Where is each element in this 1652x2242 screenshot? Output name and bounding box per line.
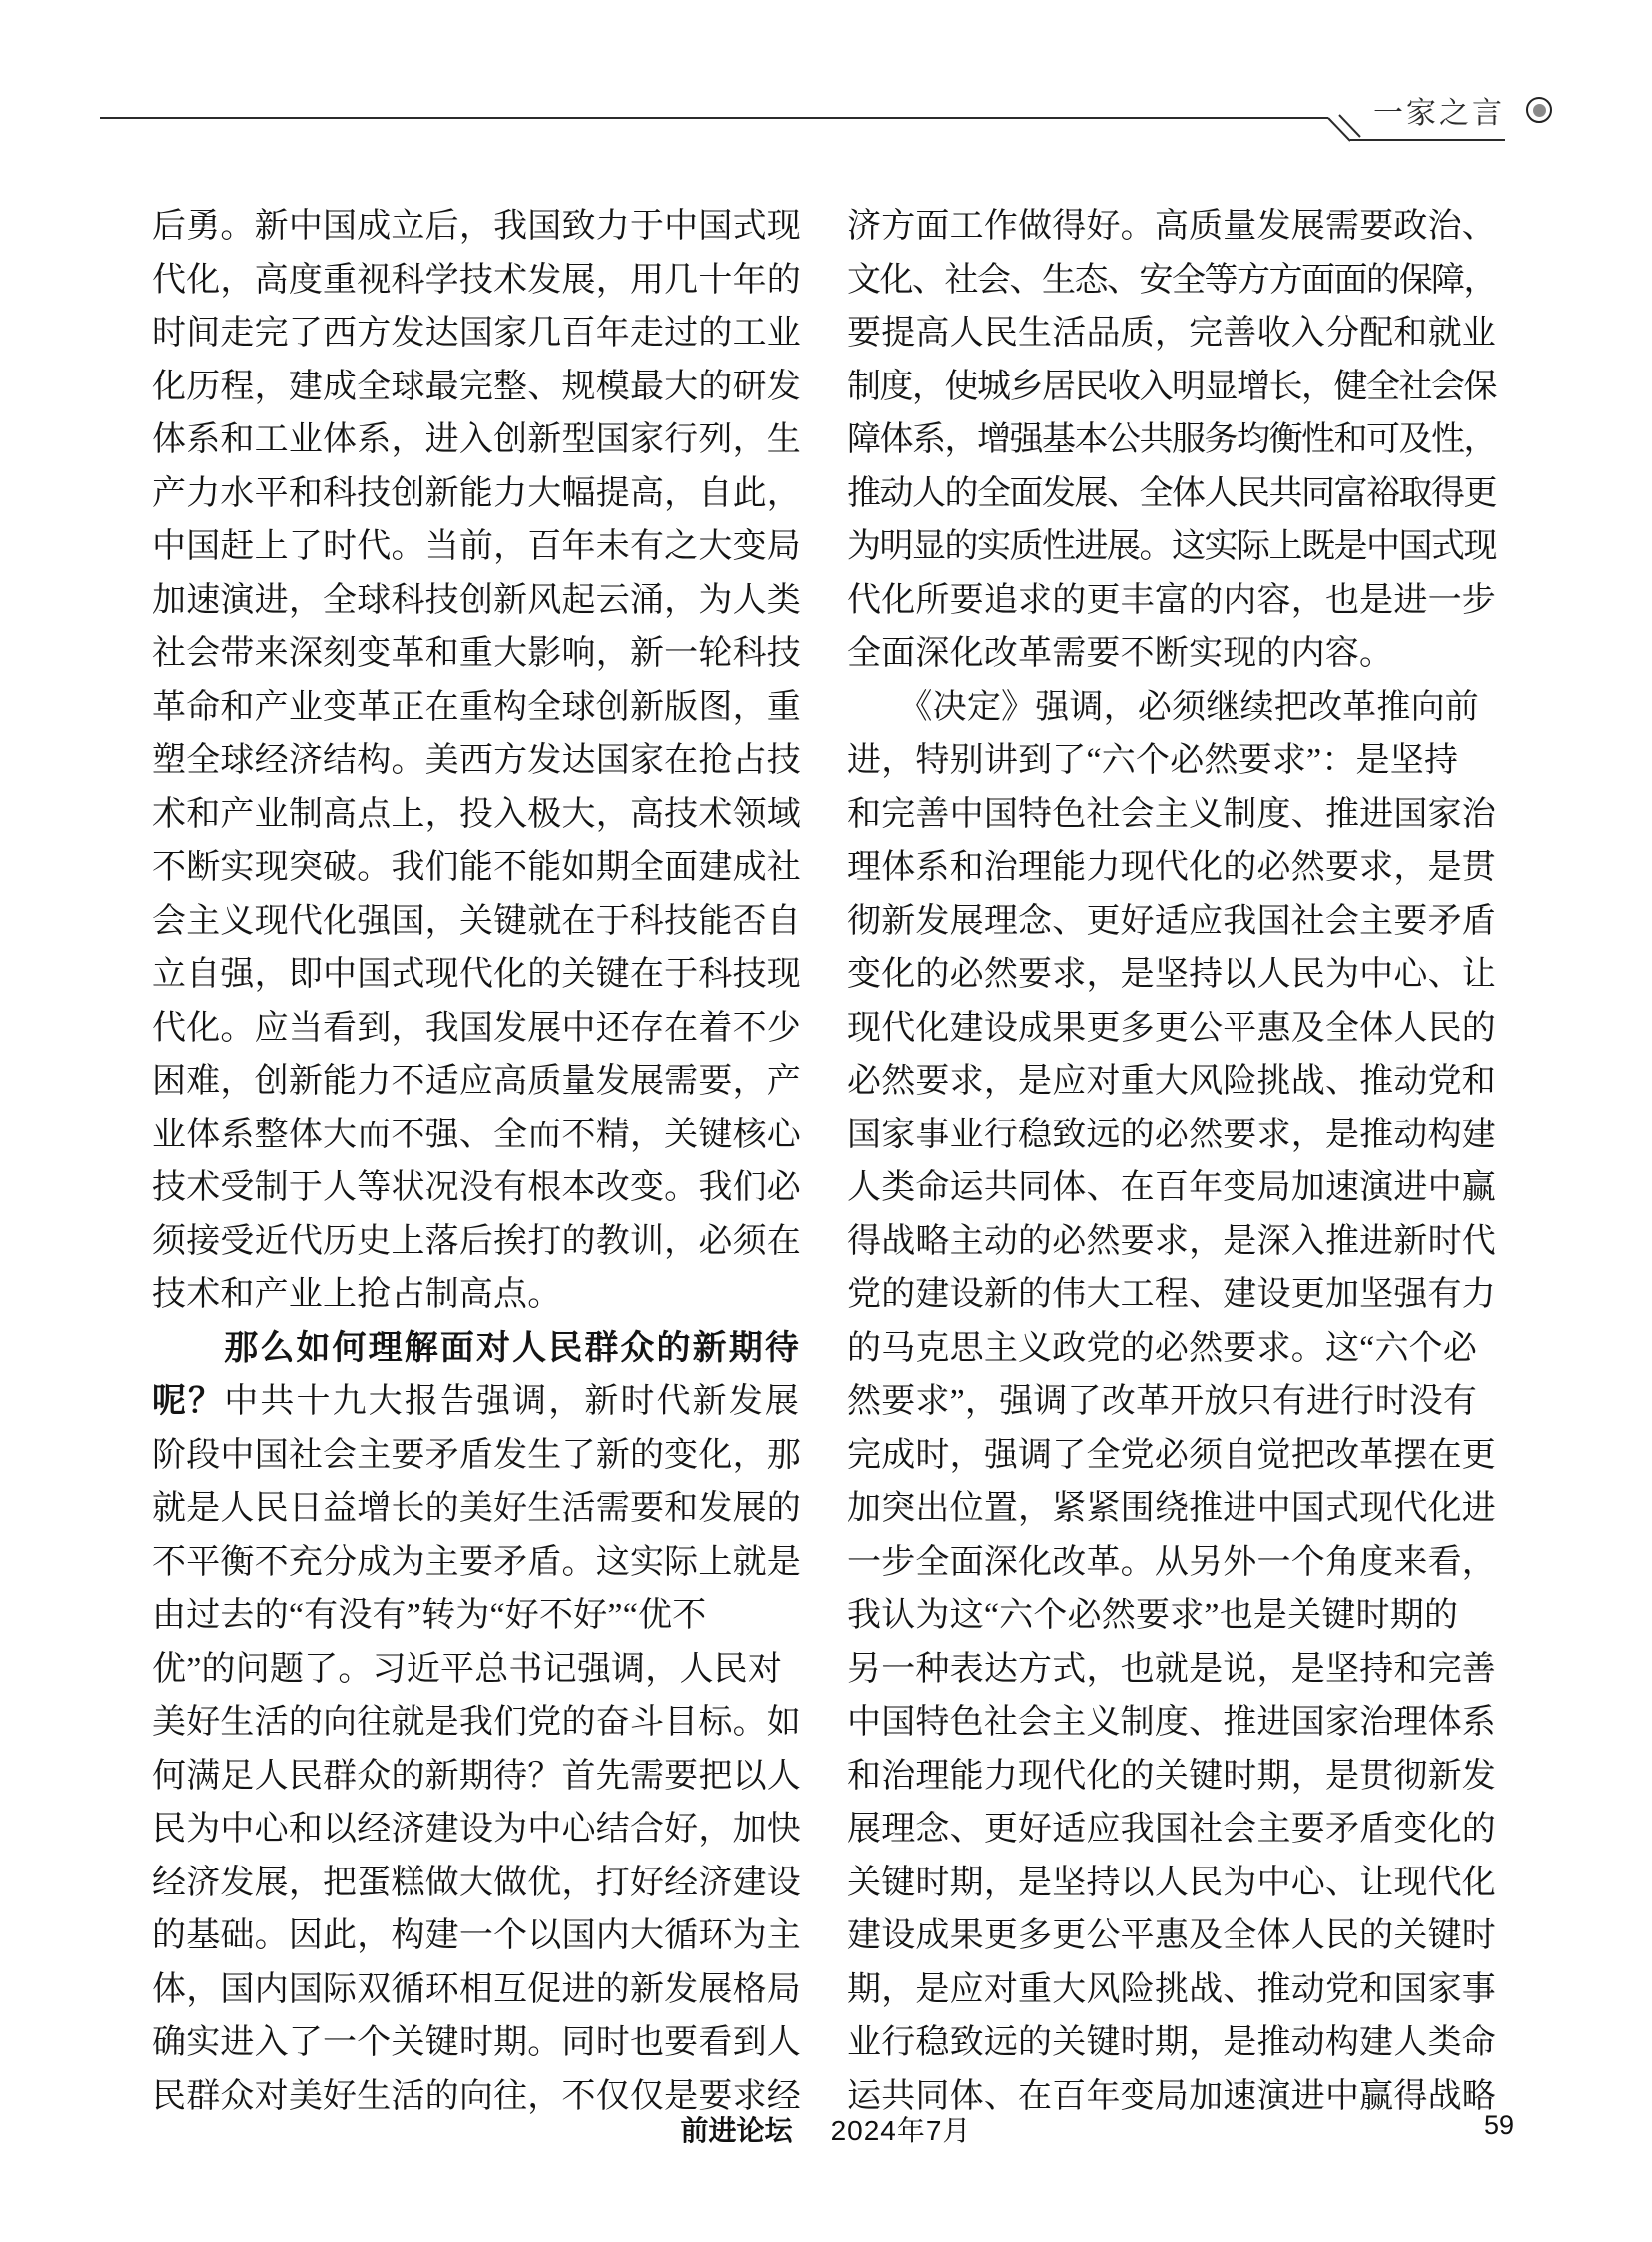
text-line [152, 254, 801, 308]
text-run: 社会带来深刻变革和重大影响，新一轮科技 [152, 635, 801, 672]
text-line [847, 841, 1496, 895]
text-run: 美好生活的向往就是我们党的奋斗目标。如 [152, 1704, 801, 1741]
text-run: 民群众对美好生活的向往，不仅仅是要求经 [152, 2077, 801, 2115]
text-run: 体，国内国际双循环相互促进的新发展格局 [152, 1970, 801, 2008]
text-line [847, 895, 1496, 949]
text-line [152, 1963, 801, 2017]
text-line [847, 1589, 1496, 1643]
text-line [152, 413, 801, 467]
text-run: 为明显的实质性进展。这实际上既是中国式现 [847, 528, 1496, 565]
text-run: 加突出位置，紧紧围绕推进中国式现代化进 [847, 1490, 1496, 1527]
text-run: 的马克思主义政党的必然要求。这“六个必 [847, 1329, 1478, 1367]
text-line [847, 574, 1496, 628]
text-line [847, 1963, 1496, 2017]
text-run: 确实进入了一个关键时期。同时也要看到人 [152, 2024, 801, 2061]
header-rule-right [1350, 139, 1505, 141]
text-run: 理体系和治理能力现代化的必然要求，是贯 [847, 849, 1496, 886]
text-run: 化历程，建成全球最完整、规模最大的研发 [152, 368, 801, 405]
text-run: 业体系整体大而不强、全而不精，关键核心 [152, 1116, 801, 1153]
text-line [847, 254, 1496, 308]
text-line [152, 788, 801, 842]
text-run: 制度，使城乡居民收入明显增长，健全社会保 [847, 368, 1496, 405]
footer-center [0, 2109, 1652, 2149]
text-run: 技术和产业上抢占制高点。 [152, 1276, 562, 1313]
text-run: 代化所要追求的更丰富的内容，也是进一步 [847, 581, 1496, 619]
text-line [847, 1109, 1496, 1162]
text-line [847, 1857, 1496, 1910]
text-line [847, 1375, 1496, 1429]
text-run: 塑全球经济结构。美西方发达国家在抢占技 [152, 742, 801, 779]
text-run: 展理念、更好适应我国社会主要矛盾变化的 [847, 1811, 1496, 1848]
text-line [152, 1375, 801, 1429]
text-run: 期，是应对重大风险挑战、推动党和国家事 [847, 1970, 1496, 2008]
text-run: 代化，高度重视科学技术发展，用几十年的 [152, 261, 801, 299]
text-run: 关键时期，是坚持以人民为中心、让现代化 [847, 1864, 1496, 1901]
text-line [847, 361, 1496, 414]
text-line [152, 361, 801, 414]
text-run: 民为中心和以经济建设为中心结合好，加快 [152, 1811, 801, 1848]
text-run: 加速演进，全球科技创新风起云涌，为人类 [152, 581, 801, 619]
text-run: 人类命运共同体、在百年变局加速演进中赢 [847, 1169, 1496, 1206]
text-line [847, 627, 1496, 681]
text-run: 建设成果更多更公平惠及全体人民的关键时 [847, 1917, 1496, 1954]
text-run: 党的建设新的伟大工程、建设更加坚强有力 [847, 1276, 1496, 1313]
text-run: 济方面工作做得好。高质量发展需要政治、 [847, 208, 1496, 245]
text-run: 运共同体、在百年变局加速演进中赢得战略 [847, 2077, 1496, 2115]
text-run: 不平衡不充分成为主要矛盾。这实际上就是 [152, 1543, 801, 1581]
text-run: 中国特色社会主义制度、推进国家治理体系 [847, 1704, 1496, 1741]
text-line [152, 1161, 801, 1215]
text-column-right [847, 200, 1496, 2123]
text-run: 国家事业行稳致远的必然要求，是推动构建 [847, 1116, 1496, 1153]
text-line [847, 734, 1496, 788]
text-line [152, 1803, 801, 1857]
text-line [152, 841, 801, 895]
text-run: 和完善中国特色社会主义制度、推进国家治 [847, 795, 1496, 833]
text-run: 我认为这“六个必然要求”也是关键时期的 [847, 1597, 1459, 1634]
text-line [847, 1161, 1496, 1215]
text-line [847, 1055, 1496, 1109]
text-line [847, 1909, 1496, 1963]
text-line [847, 1215, 1496, 1269]
text-run: 《决定》强调，必须继续把改革推向前 [847, 688, 1479, 726]
text-run: 革命和产业变革正在重构全球创新版图，重 [152, 688, 801, 726]
header-rule-left [100, 117, 1328, 119]
text-line [152, 1696, 801, 1750]
text-line [847, 1803, 1496, 1857]
text-run: 进，特别讲到了“六个必然要求”：是坚持 [847, 742, 1459, 779]
text-line [847, 307, 1496, 361]
text-line [847, 413, 1496, 467]
section-bullet-icon [1526, 97, 1552, 123]
bold-text-run: 那么如何理解面对人民群众的新期待 [152, 1329, 801, 1367]
text-line [847, 1696, 1496, 1750]
text-run: 困难，创新能力不适应高质量发展需要，产 [152, 1063, 801, 1100]
text-line [152, 1322, 801, 1376]
page-number: 59 [1484, 2110, 1515, 2140]
text-run: 会主义现代化强国，关键就在于科技能否自 [152, 902, 801, 940]
text-run: 另一种表达方式，也就是说，是坚持和完善 [847, 1650, 1496, 1688]
text-run: 得战略主动的必然要求，是深入推进新时代 [847, 1222, 1496, 1260]
text-line [152, 1002, 801, 1056]
text-line [152, 200, 801, 254]
text-line [152, 1055, 801, 1109]
text-line [847, 1429, 1496, 1483]
text-line [152, 1909, 801, 1963]
text-line [152, 1429, 801, 1483]
text-run: 变化的必然要求，是坚持以人民为中心、让 [847, 956, 1496, 993]
text-run: 然要求”，强调了改革开放只有进行时没有 [847, 1383, 1478, 1420]
text-run: 业行稳致远的关键时期，是推动构建人类命 [847, 2024, 1496, 2061]
text-line [152, 681, 801, 735]
text-run: 全面深化改革需要不断实现的内容。 [847, 635, 1394, 672]
text-line [152, 574, 801, 628]
text-line [847, 1268, 1496, 1322]
text-line [847, 1750, 1496, 1804]
text-run: 立自强，即中国式现代化的关键在于科技现 [152, 956, 801, 993]
text-line [152, 1215, 801, 1269]
text-line [152, 1750, 801, 1804]
text-line [152, 895, 801, 949]
text-line [152, 1109, 801, 1162]
text-line [152, 467, 801, 521]
text-run: 就是人民日益增长的美好生活需要和发展的 [152, 1490, 801, 1527]
text-line [152, 520, 801, 574]
text-run: 体系和工业体系，进入创新型国家行列，生 [152, 421, 801, 458]
text-run: 由过去的“有没有”转为“好不好”“优不 [152, 1597, 707, 1634]
text-line [152, 1482, 801, 1536]
text-run: 不断实现突破。我们能不能如期全面建成社 [152, 849, 801, 886]
text-run: 时间走完了西方发达国家几百年走过的工业 [152, 315, 801, 352]
text-run: 现代化建设成果更多更公平惠及全体人民的 [847, 1009, 1496, 1047]
text-line [847, 788, 1496, 842]
text-run: 技术受制于人等状况没有根本改变。我们必 [152, 1169, 801, 1206]
text-run: 术和产业制高点上，投入极大，高技术领域 [152, 795, 801, 833]
text-line [847, 200, 1496, 254]
text-run: 要提高人民生活品质，完善收入分配和就业 [847, 315, 1496, 352]
text-run: 后勇。新中国成立后，我国致力于中国式现 [152, 208, 801, 245]
text-line [847, 520, 1496, 574]
text-run: 阶段中国社会主要矛盾发生了新的变化，那 [152, 1436, 801, 1474]
text-run: 代化。应当看到，我国发展中还存在着不少 [152, 1009, 801, 1047]
text-line [152, 1268, 801, 1322]
text-run: 和治理能力现代化的关键时期，是贯彻新发 [847, 1757, 1496, 1795]
text-run: 彻新发展理念、更好适应我国社会主要矛盾 [847, 902, 1496, 940]
text-run: 中国赶上了时代。当前，百年未有之大变局 [152, 528, 801, 565]
text-line [847, 948, 1496, 1002]
text-run: 产力水平和科技创新能力大幅提高，自此， [152, 474, 801, 512]
text-run: 须接受近代历史上落后挨打的教训，必须在 [152, 1222, 801, 1260]
text-line [152, 1589, 801, 1643]
text-run: 必然要求，是应对重大风险挑战、推动党和 [847, 1063, 1496, 1100]
text-run: 文化、社会、生态、安全等方方面面的保障， [847, 261, 1496, 299]
text-line [152, 1643, 801, 1697]
text-line [847, 1002, 1496, 1056]
section-label: 一家之言 [1373, 97, 1505, 130]
text-line [847, 1322, 1496, 1376]
text-run: 推动人的全面发展、全体人民共同富裕取得更 [847, 474, 1496, 512]
text-run: 优”的问题了。习近平总书记强调，人民对 [152, 1650, 783, 1688]
text-line [152, 2016, 801, 2070]
bold-text-run: 呢？ [152, 1383, 225, 1420]
text-run: 经济发展，把蛋糕做大做优，打好经济建设 [152, 1864, 801, 1901]
page-footer [0, 2109, 1652, 2153]
text-run: 完成时，强调了全党必须自觉把改革摆在更 [847, 1436, 1496, 1474]
issue-date: 2024年7月 [830, 2115, 972, 2146]
text-run: 障体系，增强基本公共服务均衡性和可及性， [847, 421, 1496, 458]
journal-name: 前进论坛 [680, 2115, 793, 2146]
text-run: 一步全面深化改革。从另外一个角度来看， [847, 1543, 1496, 1581]
text-line [152, 627, 801, 681]
text-line [847, 1643, 1496, 1697]
text-line [847, 1536, 1496, 1590]
text-line [847, 467, 1496, 521]
text-line [847, 2016, 1496, 2070]
section-bullet-inner-dot [1533, 104, 1546, 117]
text-run: 的基础。因此，构建一个以国内大循环为主 [152, 1917, 801, 1954]
text-run: 何满足人民群众的新期待？首先需要把以人 [152, 1757, 801, 1795]
text-column-left [152, 200, 801, 2123]
text-line [847, 1482, 1496, 1536]
text-line [847, 681, 1496, 735]
text-line [152, 734, 801, 788]
text-run: 中共十九大报告强调，新时代新发展 [224, 1383, 801, 1420]
text-line [152, 1536, 801, 1590]
text-line [152, 307, 801, 361]
text-line [152, 948, 801, 1002]
text-line [152, 1857, 801, 1910]
